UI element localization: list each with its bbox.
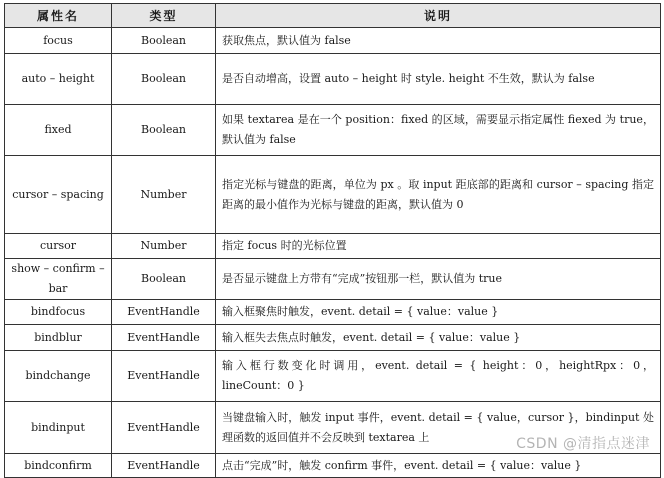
cell-name: bindinput: [5, 402, 112, 454]
table-row: [5, 351, 661, 402]
cell-description: 是否显示键盘上方带有“完成”按钮那一栏，默认值为 true: [216, 259, 661, 300]
table-row: [5, 300, 661, 325]
cell-type: Number: [112, 156, 216, 234]
table-row: [5, 156, 661, 234]
table-row: [5, 105, 661, 156]
cell-type: Boolean: [112, 105, 216, 156]
table-row: [5, 54, 661, 105]
watermark: CSDN @清指点迷津: [516, 436, 650, 452]
table-row: [5, 28, 661, 54]
header-type: 类型: [112, 4, 216, 28]
cell-description: 如果 textarea 是在一个 position：fixed 的区域，需要显示指定属性 fiexed 为 true，默认值为 false: [216, 105, 661, 156]
cell-name: focus: [5, 28, 112, 54]
cell-type: EventHandle: [112, 351, 216, 402]
table-row: [5, 234, 661, 259]
cell-description: 是否自动增高，设置 auto – height 时 style. height 不生效，默认为 false: [216, 54, 661, 105]
cell-description: 指定 focus 时的光标位置: [216, 234, 661, 259]
cell-name: cursor: [5, 234, 112, 259]
table-row: [5, 454, 661, 478]
cell-name: bindfocus: [5, 300, 112, 325]
cell-name: auto – height: [5, 54, 112, 105]
cell-description: 获取焦点，默认值为 false: [216, 28, 661, 54]
cell-description: 输入框行数变化时调用，event. detail = { height：0，heightRpx：0，lineCount：0 }: [216, 351, 661, 402]
table-row: [5, 325, 661, 351]
table-row: [5, 259, 661, 300]
cell-name: bindconfirm: [5, 454, 112, 478]
cell-description: 指定光标与键盘的距离，单位为 px 。取 input 距底部的距离和 cursor – spacing 指定距离的最小值作为光标与键盘的距离，默认值为 0: [216, 156, 661, 234]
cell-type: EventHandle: [112, 300, 216, 325]
cell-type: Number: [112, 234, 216, 259]
cell-description: 输入框失去焦点时触发，event. detail = { value：value }: [216, 325, 661, 351]
cell-description: 当键盘输入时，触发 input 事件，event. detail = { value，cursor }，bindinput 处理函数的返回值并不会反映到 textarea 上: [216, 402, 661, 454]
header-attribute-name: 属性名: [5, 4, 112, 28]
header-description: 说明: [216, 4, 661, 28]
cell-type: Boolean: [112, 28, 216, 54]
cell-type: Boolean: [112, 54, 216, 105]
cell-name: bindchange: [5, 351, 112, 402]
cell-type: EventHandle: [112, 454, 216, 478]
cell-name: bindblur: [5, 325, 112, 351]
table-header-row: [5, 4, 661, 28]
cell-type: EventHandle: [112, 402, 216, 454]
cell-name: fixed: [5, 105, 112, 156]
cell-description: 点击“完成”时，触发 confirm 事件，event. detail = { value：value }: [216, 454, 661, 478]
cell-type: Boolean: [112, 259, 216, 300]
properties-table: [4, 3, 661, 478]
cell-name: cursor – spacing: [5, 156, 112, 234]
cell-name: show – confirm – bar: [5, 259, 112, 300]
cell-description: 输入框聚焦时触发，event. detail = { value：value }: [216, 300, 661, 325]
cell-type: EventHandle: [112, 325, 216, 351]
